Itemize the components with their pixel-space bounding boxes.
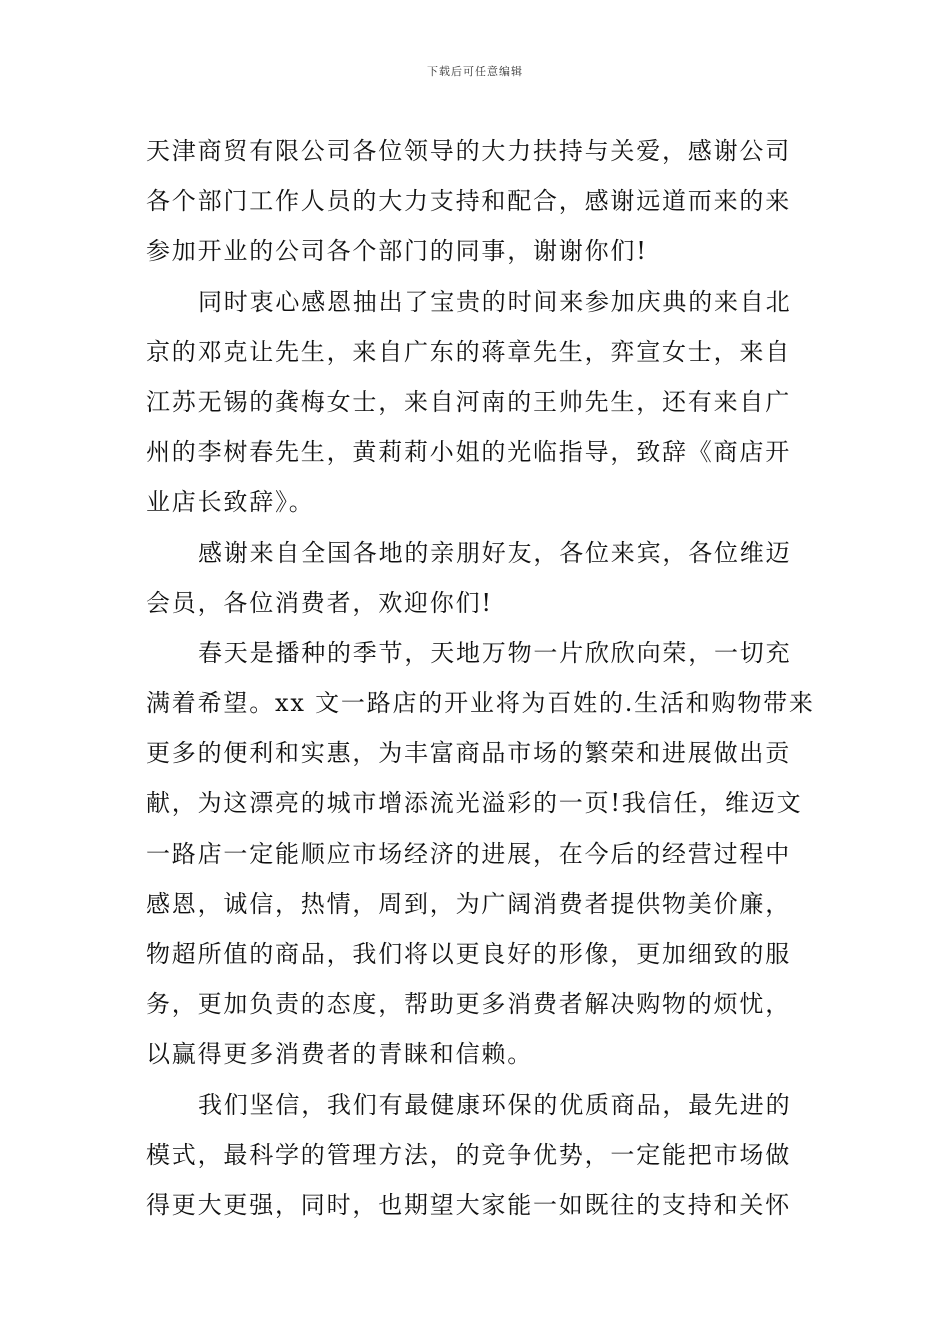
paragraph-start-line: 感谢来自全国各地的亲朋好友，各位来宾，各位维迈 bbox=[198, 538, 792, 567]
paragraph-start-line: 春天是播种的季节，天地万物一片欣欣向荣，一切充 bbox=[198, 638, 792, 667]
text-line: 满着希望。xx 文一路店的开业将为百姓的.生活和购物带来 bbox=[146, 689, 815, 718]
text-line: 一路店一定能顺应市场经济的进展，在今后的经营过程中 bbox=[146, 839, 791, 868]
text-line: 物超所值的商品，我们将以更良好的形像，更加细致的服 bbox=[146, 940, 791, 968]
text-line: 京的邓克让先生，来自广东的蒋章先生，弈宣女士，来自 bbox=[146, 337, 791, 366]
document-body bbox=[146, 126, 815, 1230]
text-line: 模式，最科学的管理方法，的竞争优势，一定能把市场做 bbox=[146, 1140, 791, 1169]
text-line: 务，更加负责的态度，帮助更多消费者解决购物的烦忧， bbox=[146, 990, 791, 1019]
text-line: 江苏无锡的龚梅女士，来自河南的王帅先生，还有来自广 bbox=[146, 387, 791, 416]
text-line: 更多的便利和实惠，为丰富商品市场的繁荣和进展做出贡 bbox=[146, 739, 791, 768]
text-line: 会员，各位消费者，欢迎你们! bbox=[146, 588, 493, 617]
text-line: 天津商贸有限公司各位领导的大力扶持与关爱，感谢公司 bbox=[146, 137, 791, 165]
text-line: 得更大更强，同时，也期望大家能一如既往的支持和关怀 bbox=[146, 1190, 791, 1219]
text-line: 感恩，诚信，热情，周到，为广阔消费者提供物美价廉， bbox=[146, 889, 791, 918]
text-line: 参加开业的公司各个部门的同事，谢谢你们! bbox=[146, 237, 648, 266]
text-line: 各个部门工作人员的大力支持和配合，感谢远道而来的来 bbox=[146, 187, 791, 216]
text-line: 以赢得更多消费者的青睐和信赖。 bbox=[146, 1040, 533, 1069]
text-line: 献，为这漂亮的城市增添流光溢彩的一页!我信任，维迈文 bbox=[146, 789, 803, 818]
paragraph-start-line: 我们坚信，我们有最健康环保的优质商品，最先进的 bbox=[198, 1090, 792, 1119]
text-line: 州的李树春先生，黄莉莉小姐的光临指导，致辞《商店开 bbox=[146, 438, 791, 467]
paragraph-start-line: 同时衷心感恩抽出了宝贵的时间来参加庆典的来自北 bbox=[198, 287, 792, 316]
download-note-header: 下载后可任意编辑 bbox=[427, 65, 523, 78]
text-line: 业店长致辞》。 bbox=[146, 488, 315, 517]
